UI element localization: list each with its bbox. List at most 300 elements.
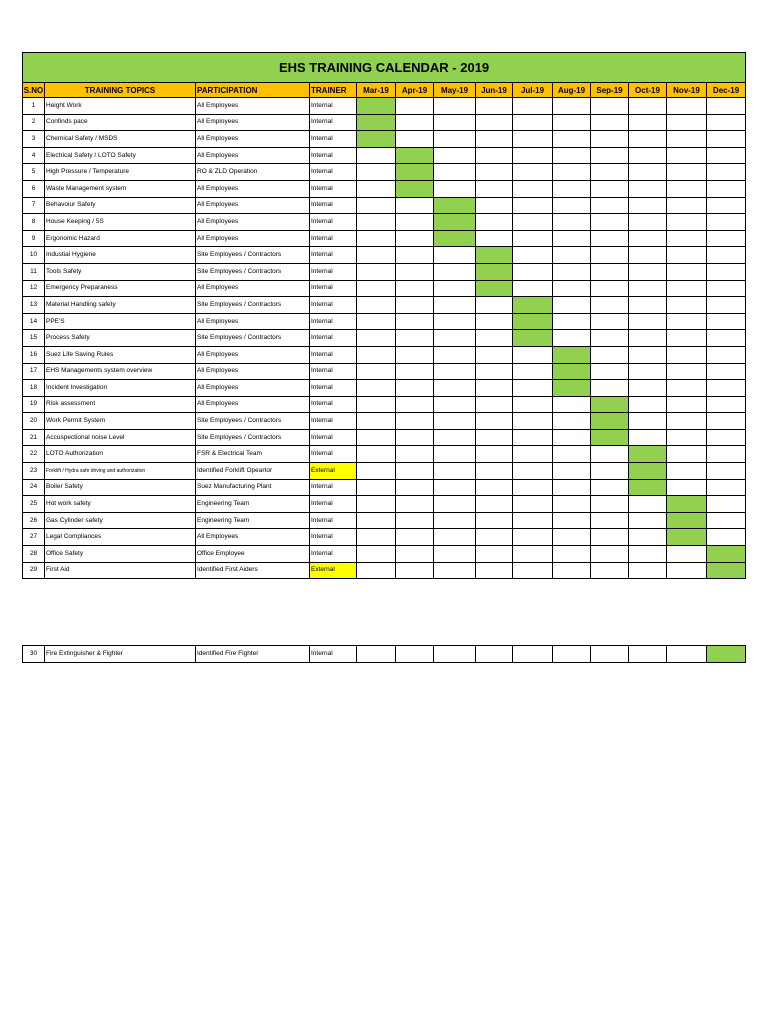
month-cell: [476, 114, 513, 131]
table-row: [23, 346, 746, 363]
month-cell: [629, 230, 667, 247]
month-cell: [591, 147, 629, 164]
month-cell: [629, 214, 667, 231]
cell-trainer: Internal: [310, 512, 357, 529]
cell-sno: 12: [23, 280, 45, 297]
cell-participation: All Employees: [196, 346, 310, 363]
scheduled-month-cell: [434, 197, 476, 214]
cell-training-topic: Industial Hygiene: [45, 247, 196, 264]
month-cell: [707, 363, 746, 380]
month-cell: [707, 463, 746, 480]
cell-training-topic: Risk assessment: [45, 396, 196, 413]
month-cell: [591, 131, 629, 148]
month-cell: [591, 297, 629, 314]
month-cell: [707, 429, 746, 446]
scheduled-month-cell: [357, 131, 396, 148]
month-cell: [434, 512, 476, 529]
table-row: [23, 512, 746, 529]
scheduled-month-cell: [707, 546, 746, 563]
month-cell: [629, 180, 667, 197]
month-cell: [667, 98, 707, 115]
month-cell: [591, 214, 629, 231]
month-cell: [667, 214, 707, 231]
month-cell: [513, 380, 553, 397]
month-cell: [434, 164, 476, 181]
month-cell: [476, 380, 513, 397]
month-cell: [434, 479, 476, 496]
month-cell: [667, 646, 707, 663]
month-cell: [707, 114, 746, 131]
month-cell: [553, 313, 591, 330]
month-cell: [396, 562, 434, 579]
scheduled-month-cell: [396, 180, 434, 197]
month-cell: [667, 463, 707, 480]
month-cell: [629, 413, 667, 430]
scheduled-month-cell: [513, 313, 553, 330]
cell-sno: 19: [23, 396, 45, 413]
month-cell: [396, 646, 434, 663]
month-cell: [396, 263, 434, 280]
month-cell: [513, 396, 553, 413]
month-cell: [591, 363, 629, 380]
month-cell: [707, 446, 746, 463]
month-cell: [513, 463, 553, 480]
month-cell: [591, 98, 629, 115]
cell-sno: 22: [23, 446, 45, 463]
month-cell: [513, 280, 553, 297]
month-cell: [629, 562, 667, 579]
table-row: [23, 363, 746, 380]
month-cell: [629, 512, 667, 529]
month-cell: [513, 346, 553, 363]
month-cell: [396, 512, 434, 529]
cell-participation: Identified Fire Fighter: [196, 646, 310, 663]
month-cell: [434, 147, 476, 164]
cell-sno: 6: [23, 180, 45, 197]
cell-participation: All Employees: [196, 131, 310, 148]
month-cell: [513, 147, 553, 164]
month-cell: [667, 197, 707, 214]
cell-participation: Engineering Team: [196, 512, 310, 529]
month-cell: [396, 429, 434, 446]
header-sno: S.NO: [23, 83, 45, 98]
cell-sno: 15: [23, 330, 45, 347]
cell-training-topic: Ergonomic Hazard: [45, 230, 196, 247]
month-cell: [357, 646, 396, 663]
month-cell: [707, 330, 746, 347]
month-cell: [434, 180, 476, 197]
month-cell: [396, 114, 434, 131]
month-cell: [476, 147, 513, 164]
month-cell: [396, 247, 434, 264]
month-cell: [591, 247, 629, 264]
scheduled-month-cell: [667, 496, 707, 513]
month-cell: [357, 197, 396, 214]
month-cell: [434, 380, 476, 397]
month-cell: [476, 396, 513, 413]
month-cell: [629, 429, 667, 446]
month-cell: [357, 214, 396, 231]
cell-trainer: Internal: [310, 197, 357, 214]
month-cell: [357, 147, 396, 164]
month-cell: [591, 230, 629, 247]
cell-trainer: Internal: [310, 297, 357, 314]
month-cell: [667, 429, 707, 446]
cell-trainer: Internal: [310, 346, 357, 363]
cell-training-topic: Accuspectional noise Level: [45, 429, 196, 446]
month-cell: [357, 180, 396, 197]
cell-participation: Site Employees / Contractors: [196, 247, 310, 264]
month-cell: [396, 446, 434, 463]
cell-trainer: Internal: [310, 396, 357, 413]
cell-participation: Site Employees / Contractors: [196, 330, 310, 347]
month-cell: [553, 230, 591, 247]
month-cell: [667, 446, 707, 463]
month-cell: [591, 380, 629, 397]
month-cell: [513, 546, 553, 563]
cell-sno: 17: [23, 363, 45, 380]
month-cell: [553, 496, 591, 513]
table-row: [23, 646, 746, 663]
cell-trainer: Internal: [310, 363, 357, 380]
cell-sno: 9: [23, 230, 45, 247]
cell-sno: 1: [23, 98, 45, 115]
month-cell: [707, 197, 746, 214]
cell-trainer: Internal: [310, 529, 357, 546]
month-cell: [357, 546, 396, 563]
scheduled-month-cell: [553, 380, 591, 397]
table-row: [23, 529, 746, 546]
month-cell: [357, 429, 396, 446]
month-cell: [396, 496, 434, 513]
table-row: [23, 446, 746, 463]
month-cell: [591, 114, 629, 131]
cell-sno: 23: [23, 463, 45, 480]
scheduled-month-cell: [476, 280, 513, 297]
month-cell: [396, 197, 434, 214]
month-cell: [553, 214, 591, 231]
month-cell: [707, 529, 746, 546]
month-cell: [476, 479, 513, 496]
month-cell: [357, 313, 396, 330]
table-row: [23, 98, 746, 115]
month-cell: [396, 214, 434, 231]
month-cell: [434, 247, 476, 264]
scheduled-month-cell: [591, 413, 629, 430]
cell-participation: All Employees: [196, 180, 310, 197]
scheduled-month-cell: [553, 346, 591, 363]
month-cell: [591, 496, 629, 513]
cell-participation: RO & ZLD Operation: [196, 164, 310, 181]
month-cell: [513, 512, 553, 529]
month-cell: [707, 131, 746, 148]
month-cell: [667, 479, 707, 496]
month-cell: [476, 529, 513, 546]
cell-trainer: External: [310, 562, 357, 579]
scheduled-month-cell: [629, 446, 667, 463]
cell-training-topic: Fire Extinguisher & Fighter: [45, 646, 196, 663]
scheduled-month-cell: [357, 114, 396, 131]
month-cell: [553, 479, 591, 496]
month-cell: [629, 346, 667, 363]
cell-trainer: Internal: [310, 147, 357, 164]
cell-participation: All Employees: [196, 313, 310, 330]
month-cell: [707, 230, 746, 247]
month-cell: [553, 114, 591, 131]
month-cell: [707, 380, 746, 397]
cell-sno: 8: [23, 214, 45, 231]
cell-participation: Suez Manufacturing Plant: [196, 479, 310, 496]
month-cell: [629, 147, 667, 164]
table-row: [23, 429, 746, 446]
cell-participation: All Employees: [196, 230, 310, 247]
table-row: [23, 546, 746, 563]
cell-training-topic: House Keeping / 5S: [45, 214, 196, 231]
month-cell: [667, 562, 707, 579]
month-cell: [434, 280, 476, 297]
month-cell: [513, 363, 553, 380]
scheduled-month-cell: [476, 247, 513, 264]
cell-training-topic: Gas Cylinder safety: [45, 512, 196, 529]
cell-trainer: Internal: [310, 280, 357, 297]
month-cell: [513, 180, 553, 197]
month-cell: [396, 363, 434, 380]
month-cell: [513, 263, 553, 280]
month-cell: [476, 363, 513, 380]
month-cell: [357, 413, 396, 430]
month-cell: [434, 330, 476, 347]
cell-trainer: Internal: [310, 214, 357, 231]
cell-participation: All Employees: [196, 214, 310, 231]
month-cell: [357, 446, 396, 463]
month-cell: [434, 131, 476, 148]
header-month: Apr-19: [396, 83, 434, 98]
cell-trainer: Internal: [310, 446, 357, 463]
table-row: [23, 313, 746, 330]
cell-participation: All Employees: [196, 380, 310, 397]
additional-training-table: [22, 645, 746, 663]
cell-trainer: Internal: [310, 263, 357, 280]
table-row: [23, 413, 746, 430]
month-cell: [357, 396, 396, 413]
month-cell: [476, 346, 513, 363]
month-cell: [513, 131, 553, 148]
month-cell: [707, 479, 746, 496]
month-cell: [667, 180, 707, 197]
cell-sno: 28: [23, 546, 45, 563]
cell-trainer: Internal: [310, 546, 357, 563]
month-cell: [434, 496, 476, 513]
month-cell: [476, 496, 513, 513]
table-row: [23, 214, 746, 231]
cell-training-topic: Forklift / Hydra safe driving and authorization: [45, 463, 196, 480]
cell-trainer: Internal: [310, 114, 357, 131]
month-cell: [553, 297, 591, 314]
table-row: [23, 562, 746, 579]
month-cell: [667, 147, 707, 164]
table-row: [23, 479, 746, 496]
scheduled-month-cell: [434, 214, 476, 231]
month-cell: [357, 280, 396, 297]
month-cell: [629, 330, 667, 347]
month-cell: [434, 562, 476, 579]
header-month: Dec-19: [707, 83, 746, 98]
cell-trainer: Internal: [310, 180, 357, 197]
month-cell: [513, 413, 553, 430]
month-cell: [667, 280, 707, 297]
month-cell: [591, 463, 629, 480]
table-row: [23, 297, 746, 314]
month-cell: [476, 463, 513, 480]
cell-training-topic: Incident Investigation: [45, 380, 196, 397]
header-month: Sep-19: [591, 83, 629, 98]
month-cell: [629, 546, 667, 563]
cell-training-topic: Height Work: [45, 98, 196, 115]
scheduled-month-cell: [629, 463, 667, 480]
cell-participation: All Employees: [196, 363, 310, 380]
month-cell: [667, 330, 707, 347]
cell-training-topic: Behavoiur Safety: [45, 197, 196, 214]
cell-training-topic: Legal Compliances: [45, 529, 196, 546]
header-month: Oct-19: [629, 83, 667, 98]
month-cell: [553, 147, 591, 164]
header-month: May-19: [434, 83, 476, 98]
month-cell: [476, 413, 513, 430]
month-cell: [434, 98, 476, 115]
cell-trainer: Internal: [310, 247, 357, 264]
month-cell: [513, 214, 553, 231]
month-cell: [591, 346, 629, 363]
cell-sno: 4: [23, 147, 45, 164]
month-cell: [553, 98, 591, 115]
month-cell: [629, 363, 667, 380]
header-month: Jul-19: [513, 83, 553, 98]
month-cell: [357, 297, 396, 314]
month-cell: [513, 197, 553, 214]
month-cell: [629, 297, 667, 314]
cell-participation: All Employees: [196, 529, 310, 546]
table-row: [23, 180, 746, 197]
month-cell: [357, 346, 396, 363]
month-cell: [553, 413, 591, 430]
month-cell: [396, 280, 434, 297]
header-participation: PARTICIPATION: [196, 83, 310, 98]
header-month: Mar-19: [357, 83, 396, 98]
month-cell: [553, 529, 591, 546]
month-cell: [629, 263, 667, 280]
table-row: [23, 380, 746, 397]
month-cell: [707, 496, 746, 513]
month-cell: [667, 230, 707, 247]
month-cell: [357, 512, 396, 529]
month-cell: [396, 98, 434, 115]
cell-participation: All Employees: [196, 114, 310, 131]
month-cell: [513, 230, 553, 247]
cell-sno: 20: [23, 413, 45, 430]
month-cell: [396, 529, 434, 546]
month-cell: [667, 131, 707, 148]
month-cell: [667, 263, 707, 280]
header-month: Aug-19: [553, 83, 591, 98]
month-cell: [513, 496, 553, 513]
scheduled-month-cell: [629, 479, 667, 496]
month-cell: [396, 463, 434, 480]
month-cell: [591, 512, 629, 529]
month-cell: [553, 546, 591, 563]
month-cell: [553, 396, 591, 413]
cell-training-topic: High Pressure / Temperature: [45, 164, 196, 181]
cell-sno: 26: [23, 512, 45, 529]
month-cell: [667, 546, 707, 563]
month-cell: [707, 413, 746, 430]
cell-participation: All Employees: [196, 98, 310, 115]
month-cell: [357, 463, 396, 480]
month-cell: [434, 646, 476, 663]
cell-training-topic: Suez Life Saving Rules: [45, 346, 196, 363]
month-cell: [513, 429, 553, 446]
table-row: [23, 396, 746, 413]
month-cell: [591, 330, 629, 347]
cell-sno: 24: [23, 479, 45, 496]
month-cell: [396, 330, 434, 347]
month-cell: [553, 512, 591, 529]
month-cell: [434, 363, 476, 380]
month-cell: [476, 546, 513, 563]
cell-training-topic: First Aid: [45, 562, 196, 579]
month-cell: [707, 98, 746, 115]
cell-sno: 18: [23, 380, 45, 397]
month-cell: [629, 396, 667, 413]
cell-trainer: Internal: [310, 413, 357, 430]
month-cell: [667, 346, 707, 363]
cell-trainer: Internal: [310, 230, 357, 247]
month-cell: [513, 164, 553, 181]
month-cell: [629, 496, 667, 513]
month-cell: [357, 263, 396, 280]
scheduled-month-cell: [396, 147, 434, 164]
month-cell: [667, 396, 707, 413]
month-cell: [357, 164, 396, 181]
month-cell: [357, 529, 396, 546]
cell-sno: 7: [23, 197, 45, 214]
month-cell: [434, 263, 476, 280]
cell-training-topic: EHS Managements system overview: [45, 363, 196, 380]
month-cell: [629, 98, 667, 115]
table-row: [23, 263, 746, 280]
month-cell: [629, 313, 667, 330]
month-cell: [707, 214, 746, 231]
month-cell: [591, 646, 629, 663]
month-cell: [553, 446, 591, 463]
month-cell: [513, 479, 553, 496]
month-cell: [707, 313, 746, 330]
cell-sno: 30: [23, 646, 45, 663]
scheduled-month-cell: [434, 230, 476, 247]
month-cell: [553, 164, 591, 181]
scheduled-month-cell: [667, 512, 707, 529]
table-row: [23, 330, 746, 347]
month-cell: [396, 313, 434, 330]
month-cell: [629, 529, 667, 546]
title-row: [23, 53, 746, 83]
month-cell: [357, 380, 396, 397]
cell-trainer: Internal: [310, 479, 357, 496]
month-cell: [476, 297, 513, 314]
month-cell: [396, 546, 434, 563]
month-cell: [357, 363, 396, 380]
month-cell: [707, 263, 746, 280]
cell-participation: Identified Forklift Opeartor: [196, 463, 310, 480]
